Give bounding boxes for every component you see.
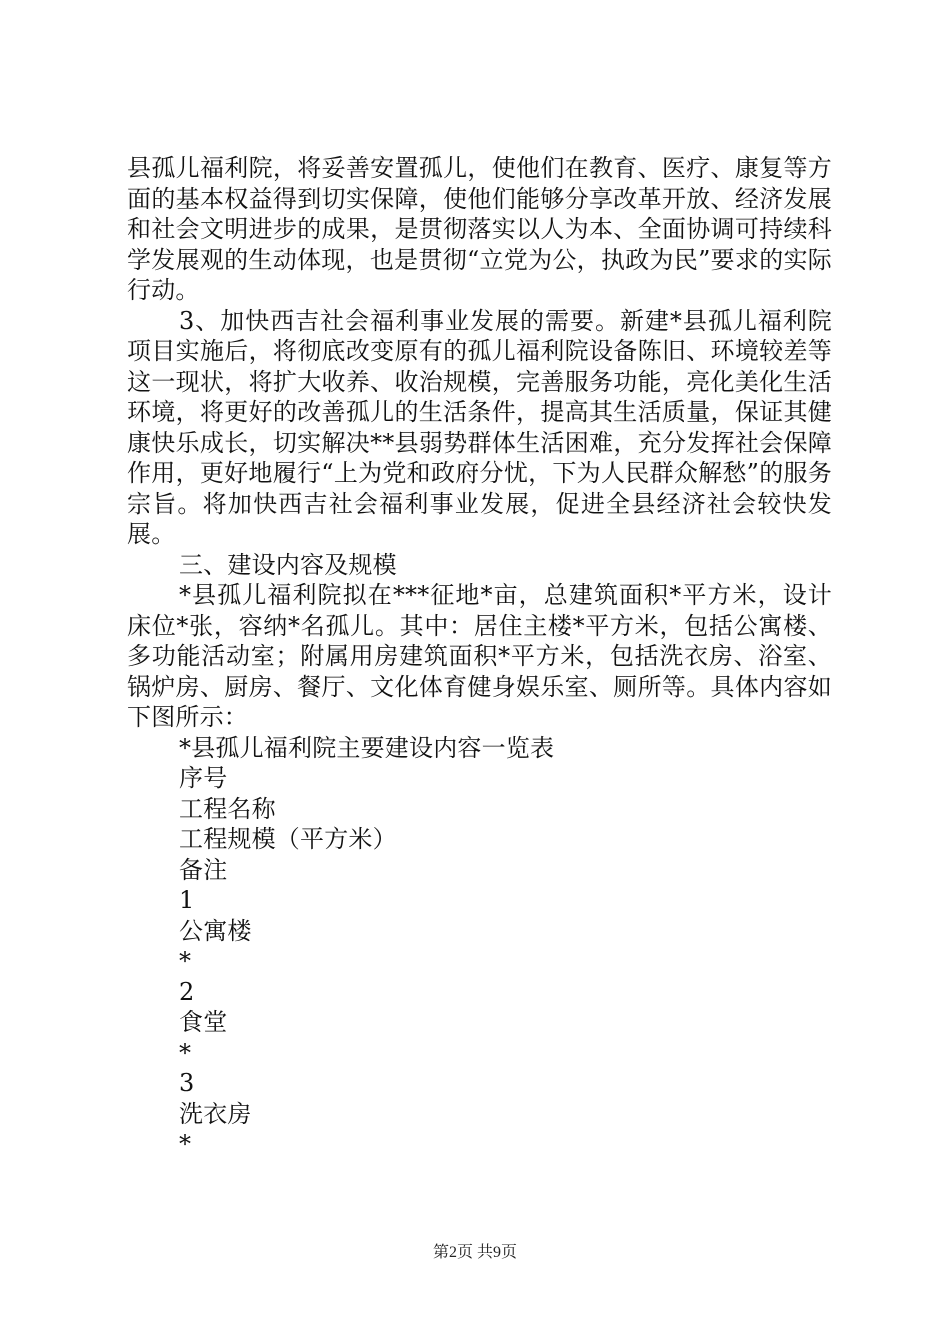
table-cell-project-scale: * [179,1130,192,1158]
table-header-number: 序号 [179,764,228,792]
construction-table [127,733,832,1160]
table-cell-project-name: 洗衣房 [179,1099,252,1128]
table-header-project-scale: 工程规模（平方米） [179,825,397,853]
document-body [127,153,832,1160]
paragraph-construction-scale: *县孤儿福利院拟在***征地*亩，总建筑面积*平方米，设计床位*张，容纳*名孤儿。其中：居住主楼*平方米，包括公寓楼、多功能活动室；附属用房建筑面积*平方米，包括洗衣房、浴室、锅炉房、厨房、餐厅、文化体育健身娱乐室、厕所等。具体内容如下图所示： [127,581,832,731]
table-cell-number: 1 [179,886,195,914]
paragraph-significance-continued: 县孤儿福利院，将妥善安置孤儿，使他们在教育、医疗、康复等方面的基本权益得到切实保障，使他们能够分享改革开放、经济发展和社会文明进步的成果，是贯彻落实以人为本、全面协调可持续科学发展观的生动体现，也是贯彻“立党为公，执政为民”要求的实际行动。 [127,154,832,304]
table-cell-project-name: 食堂 [179,1008,228,1036]
table-header-project-name: 工程名称 [179,794,276,823]
paragraph-welfare-development: 3、加快西吉社会福利事业发展的需要。新建*县孤儿福利院项目实施后，将彻底改变原有的孤儿福利院设备陈旧、环境较差等这一现状，将扩大收养、收治规模，完善服务功能，亮化美化生活环境，将更好的改善孤儿的生活条件，提高其生活质量，保证其健康快乐成长，切实解决**县弱势群体生活困难，充分发挥社会保障作用，更好地履行“上为党和政府分忧，下为人民群众解愁”的服务宗旨。将加快西吉社会福利事业发展，促进全县经济社会较快发展。 [127,306,832,548]
table-cell-project-name: 公寓楼 [179,916,252,945]
table-cell-project-scale: * [179,947,192,975]
section-heading-construction: 三、建设内容及规模 [179,550,397,579]
table-header-remarks: 备注 [179,855,228,884]
table-cell-number: 3 [179,1069,195,1097]
page-number-footer: 第2页 共9页 [432,1244,517,1261]
table-title: *县孤儿福利院主要建设内容一览表 [179,733,555,762]
table-cell-number: 2 [179,977,195,1006]
table-cell-project-scale: * [179,1038,192,1067]
